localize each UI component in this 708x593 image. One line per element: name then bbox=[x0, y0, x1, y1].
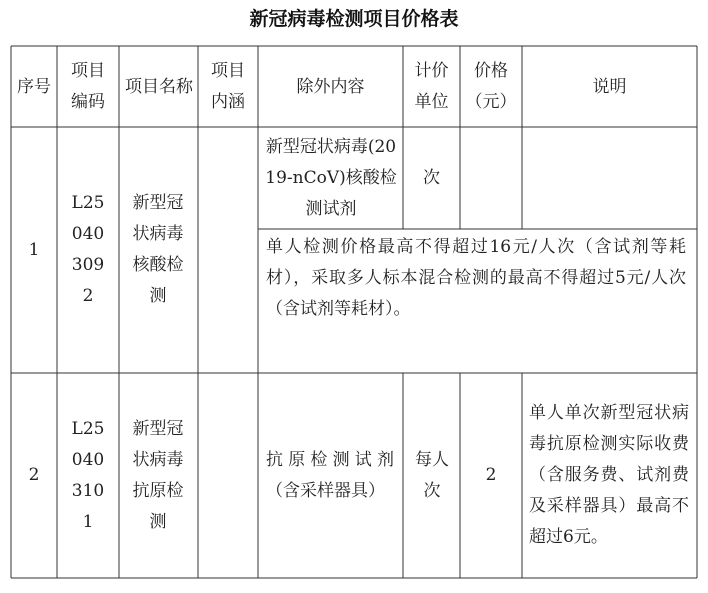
row-1-unit: 次 bbox=[423, 167, 440, 188]
row-1-price bbox=[460, 127, 522, 229]
header-name: 项目名称 bbox=[125, 76, 193, 97]
row-2-unit: 每人次 bbox=[415, 449, 449, 501]
row-1-content bbox=[198, 127, 258, 373]
header-note: 说明 bbox=[592, 76, 627, 97]
row-2-note: 单人单次新型冠状病毒抗原检测实际收费（含服务费、试剂费及采样器具）最高不超过6元。 bbox=[529, 403, 689, 547]
row-1-remark: 单人检测价格最高不得超过16元/人次（含试剂等耗材），采取多人标本混合检测的最高不得超过5元/人次（含试剂等耗材）。 bbox=[266, 237, 686, 319]
row-1-name: 新型冠状病毒核酸检测 bbox=[132, 193, 184, 306]
header-unit: 计价单位 bbox=[414, 61, 449, 112]
row-1-seq: 1 bbox=[28, 239, 40, 260]
header-seq: 序号 bbox=[17, 76, 51, 97]
row-1-excluded: 新型冠状病毒(2019-nCoV)核酸检测试剂 bbox=[265, 136, 397, 219]
row-1-code: L250403092 bbox=[71, 193, 105, 306]
header-price: 价格（元） bbox=[465, 61, 517, 112]
row-2-name: 新型冠状病毒抗原检测 bbox=[132, 418, 184, 532]
row-2-seq: 2 bbox=[28, 465, 40, 485]
header-excluded: 除外内容 bbox=[296, 76, 365, 97]
row-2-code: L250403101 bbox=[71, 418, 105, 532]
row-2-content bbox=[198, 373, 258, 578]
header-code: 项目编码 bbox=[71, 61, 105, 112]
header-content: 项目内涵 bbox=[211, 61, 245, 112]
page-title: 新冠病毒检测项目价格表 bbox=[249, 8, 459, 30]
row-2-price: 2 bbox=[485, 465, 497, 485]
row-1-note bbox=[522, 127, 697, 229]
row-2-excluded: 抗原检测试剂（含采样器具） bbox=[266, 449, 394, 501]
